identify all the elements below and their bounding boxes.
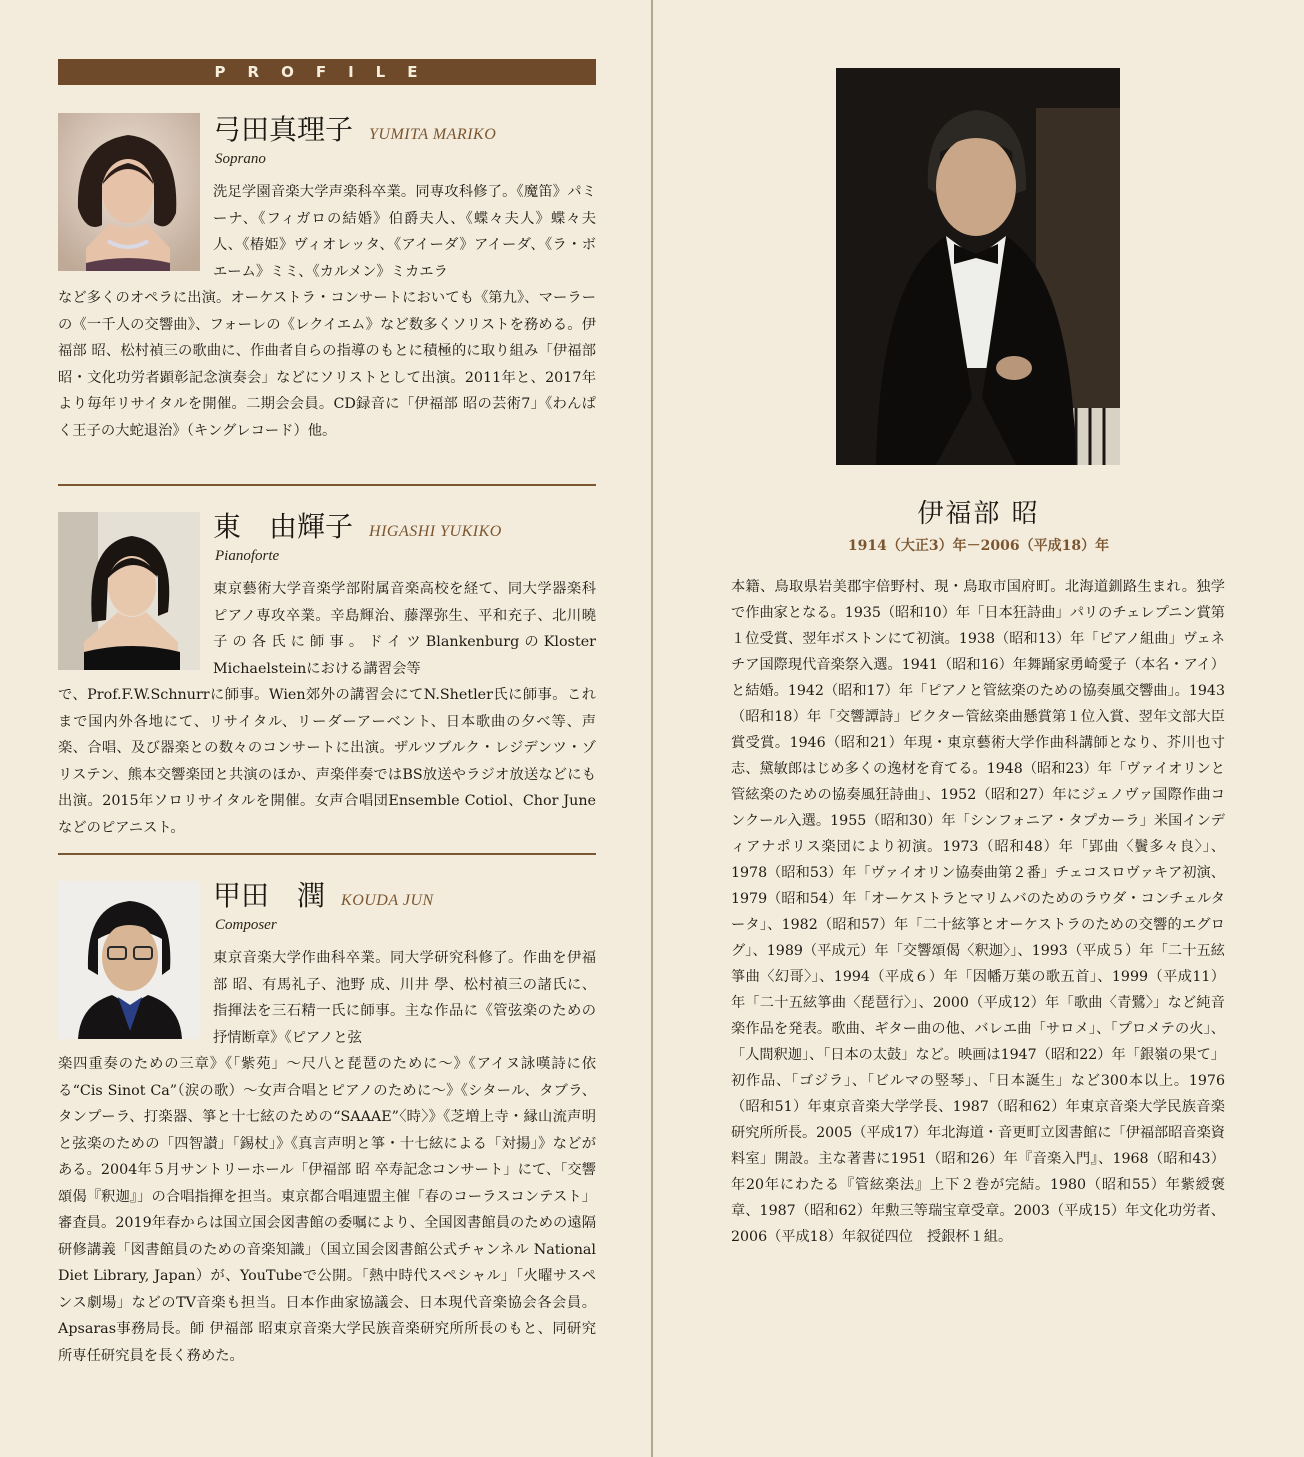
profile-higashi xyxy=(58,510,596,836)
left-page xyxy=(0,0,651,1457)
bio-full: 楽四重奏のための三章》《「紫苑」～尺八と琵琶のために～》《アイヌ詠嘆詩に依る“Cis Sinot Ca”（涙の歌）～女声合唱とピアノのために～》《シタール、タブラ、タンプーラ、打楽器、箏と十七絃のための“SAAAE”〈時〉》《芝増上寺・縁山流声明と弦楽のための「四智讃」「錫杖」》《真言声明と箏・十七絃による「対揚」》などがある。2004年５月サントリーホール「伊福部 昭 卒寿記念コンサート」にて、「交響頌偈『釈迦』」の合唱指揮を担当。東京都合唱連盟主催「春のコーラスコンテスト」審査員。2019年春からは国立国会図書館の委嘱により、全国図書館員のための遠隔研修講義「図書館員のための音楽知識」（国立国会図書館公式チャンネル National Diet Library, Japan）が、YouTubeで公開。「熱中時代スペシャル」「火曜サスペンス劇場」などのTV音楽も担当。日本作曲家協議会、日本現代音楽協会各会員。Apsaras事務局長。師 伊福部 昭東京音楽大学民族音楽研究所所長のもと、同研究所専任研究員を長く務めた。 xyxy=(58,1056,596,1364)
name-row xyxy=(213,879,434,913)
name-en: YUMITA MARIKO xyxy=(369,126,497,143)
photo-yumita xyxy=(58,113,200,271)
profile-yumita xyxy=(58,113,596,463)
name-row xyxy=(213,510,502,544)
composer-bio: 本籍、鳥取県岩美郡宇倍野村、現・鳥取市国府町。北海道釧路生まれ。独学で作曲家となる。1935（昭和10）年「日本狂詩曲」パリのチェレプニン賞第１位受賞、翌年ボストンにて初演。1938（昭和13）年「ピアノ組曲」ヴェネチア国際現代音楽祭入選。1941（昭和16）年舞踊家勇崎愛子（本名・アイ）と結婚。1942（昭和17）年「ピアノと管絃楽のための協奏風交響曲」。1943（昭和18）年「交響譚詩」ビクター管絃楽曲懸賞第１位入賞、翌年文部大臣賞受賞。1946（昭和21）年現・東京藝術大学作曲科講師となり、芥川也寸志、黛敏郎はじめ多くの逸材を育てる。1948（昭和23）年「ヴァイオリンと管絃楽のための協奏風狂詩曲」、1952（昭和27）年にジェノヴァ国際作曲コンクール入選。1955（昭和30）年「シンフォニア・タプカーラ」米国インディアナポリス楽団により初演。1973（昭和48）年「郢曲〈鬢多々良〉」、1978（昭和53）年「ヴァイオリン協奏曲第２番」チェコスロヴァキア初演、1979（昭和54）年「オーケストラとマリムバのためのラウダ・コンチェルタータ」、1982（昭和57）年「二十絃箏とオーケストラのための交響的エグログ」、1989（平成元）年「交響頌偈〈釈迦〉」、1993（平成５）年「二十五絃箏曲〈幻哥〉」、1994（平成６）年「因幡万葉の歌五首」、1999（平成11）年「二十五絃箏曲〈琵琶行〉」、2000（平成12）年「歌曲〈青鷺〉」など純音楽作品を発表。歌曲、ギター曲の他、バレエ曲「サロメ」、「プロメテの火」、「人間釈迦」、「日本の太鼓」など。映画は1947（昭和22）年「銀嶺の果て」初作品、「ゴジラ」、「ビルマの竪琴」、「日本誕生」など300本以上。1976（昭和51）年東京音楽大学学長、1987（昭和62）年東京音楽大学民族音楽研究所所長。2005（平成17）年北海道・音更町立図書館に「伊福部昭音楽資料室」開設。主な著書に1951（昭和26）年『音楽入門』、1968（昭和43）年20年にわたる『管絃楽法』上下２巻が完結。1980（昭和55）年紫綬褒章、1987（昭和62）年勲三等瑞宝章受章。2003（平成15）年文化功労者、2006（平成18）年叙従四位 授銀杯１組。 xyxy=(731,579,1225,1245)
name-row xyxy=(213,113,496,147)
role: Composer xyxy=(215,917,277,933)
divider xyxy=(58,853,596,855)
profile-header: PROFILE xyxy=(58,59,596,85)
photo-kouda xyxy=(58,881,200,1039)
photo-higashi xyxy=(58,512,200,670)
bio-side: 東京藝術大学音楽学部附属音楽高校を経て、同大学器楽科ピアノ専攻卒業。辛島輝治、藤澤弥生、平和充子、北川曉子の各氏に師事。ドイツBlankenburgのKloster Michaelsteinにおける講習会等 xyxy=(213,581,596,677)
name-jp: 弓田真理子 xyxy=(213,113,354,146)
right-page xyxy=(653,0,1304,1457)
divider xyxy=(58,484,596,486)
composer-name: 伊福部 昭 xyxy=(917,499,1040,529)
bio-full: など多くのオペラに出演。オーケストラ・コンサートにおいても《第九》、マーラーの《一千人の交響曲》、フォーレの《レクイエム》など数多くソリストを務める。伊福部 昭、松村禎三の歌曲に、作曲者自らの指導のもとに積極的に取り組み「伊福部 昭・文化功労者顕彰記念演奏会」などにソリストとして出演。2011年と、2017年より毎年リサイタルを開催。二期会会員。CD録音に「伊福部 昭の芸術7」《わんぱく王子の大蛇退治》（キングレコード）他。 xyxy=(58,290,596,439)
bio-full: で、Prof.F.W.Schnurrに師事。Wien郊外の講習会にてN.Shetler氏に師事。これまで国内外各地にて、リサイタル、リーダーアーベント、日本歌曲の夕べ等、声楽、合唱、及び器楽との数々のコンサートに出演。ザルツブルク・レジデンツ・ゾリステン、熊本交響楽団と共演のほか、声楽伴奏ではBS放送やラジオ放送などにも出演。2015年ソロリサイタルを開催。女声合唱団Ensemble Cotiol、Chor Juneなどのピアニスト。 xyxy=(58,687,596,836)
role: Soprano xyxy=(215,151,266,167)
name-jp: 甲田 潤 xyxy=(213,879,326,912)
bio-side: 洗足学園音楽大学声楽科卒業。同専攻科修了。《魔笛》パミーナ、《フィガロの結婚》伯爵夫人、《蝶々夫人》蝶々夫人、《椿姫》ヴィオレッタ、《アイーダ》アイーダ、《ラ・ボエーム》ミミ、《カルメン》ミカエラ xyxy=(213,184,596,280)
bio-side: 東京音楽大学作曲科卒業。同大学研究科修了。作曲を伊福部 昭、有馬礼子、池野 成、川井 學、松村禎三の諸氏に、指揮法を三石精一氏に師事。主な作品に《管弦楽のための抒情断章》《ピアノと弦 xyxy=(213,950,596,1046)
name-en: KOUDA JUN xyxy=(341,892,434,909)
composer-dates: 1914（大正3）年－2006（平成18）年 xyxy=(847,538,1110,554)
role: Pianoforte xyxy=(215,548,280,564)
profile-kouda xyxy=(58,881,596,1431)
photo-ifukube xyxy=(836,68,1120,465)
name-en: HIGASHI YUKIKO xyxy=(369,523,502,540)
name-jp: 東 由輝子 xyxy=(213,510,354,543)
